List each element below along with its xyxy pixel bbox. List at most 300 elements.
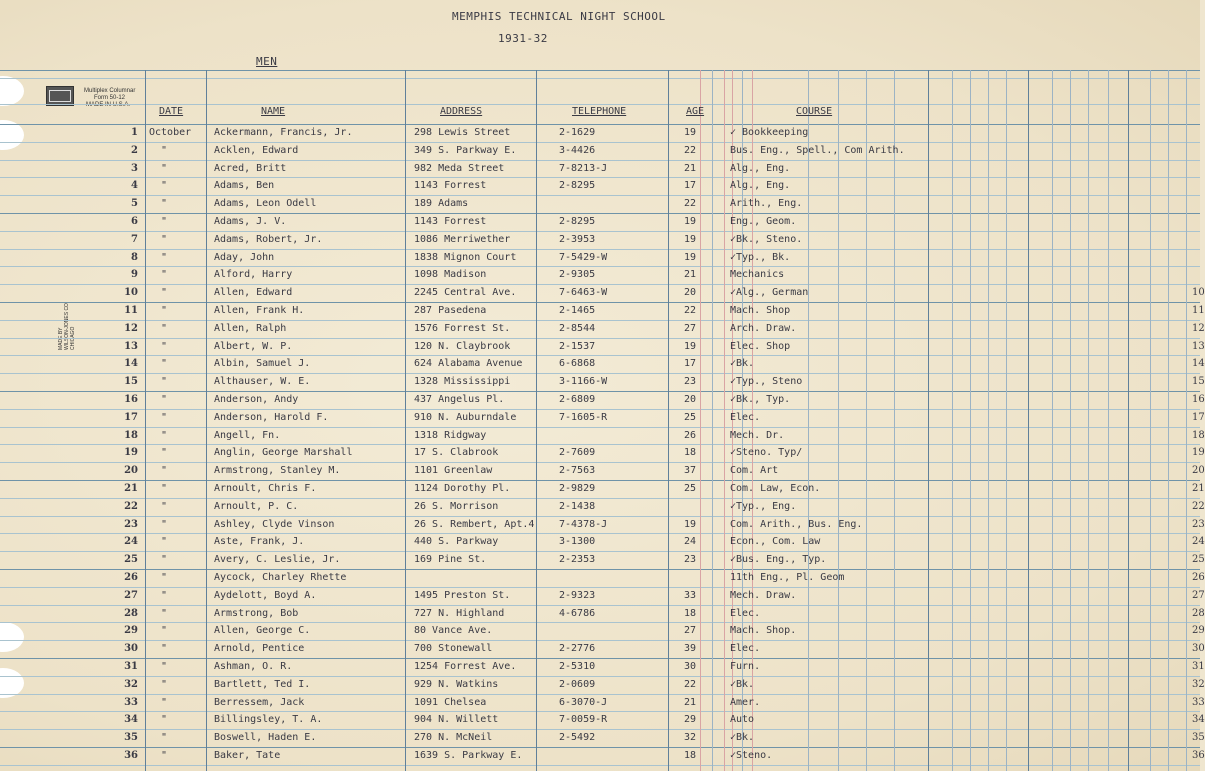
row-date: " [161, 697, 168, 708]
row-date: " [161, 465, 168, 476]
row-telephone: 2-5310 [559, 661, 596, 672]
column-rule [712, 70, 713, 771]
column-rule [668, 70, 669, 771]
row-age: 21 [684, 697, 697, 708]
ruled-line [0, 142, 1200, 143]
row-address: 1576 Forrest St. [414, 323, 511, 334]
row-address: 440 S. Parkway [414, 536, 499, 547]
row-telephone: 2-1438 [559, 501, 596, 512]
row-date: " [161, 145, 168, 156]
row-course: Elec. [730, 412, 761, 423]
row-address: 624 Alabama Avenue [414, 358, 523, 369]
column-rule [1006, 70, 1007, 771]
row-course: Elec. Shop [730, 341, 791, 352]
row-course: ✓Typ., Bk. [730, 252, 791, 263]
ruled-line [0, 640, 1200, 641]
right-row-number: 15 [1192, 376, 1205, 387]
right-row-number: 30 [1192, 643, 1205, 654]
column-rule [952, 70, 953, 771]
row-name: Billingsley, T. A. [214, 714, 323, 725]
ruled-line [0, 391, 1200, 392]
row-age: 25 [684, 483, 697, 494]
row-number: 31 [124, 661, 138, 672]
row-telephone: 3-1300 [559, 536, 596, 547]
row-course: ✓Steno. Typ/ [730, 447, 803, 458]
row-date: " [161, 732, 168, 743]
row-address: 298 Lewis Street [414, 127, 511, 138]
row-age: 32 [684, 732, 697, 743]
right-row-number: 25 [1192, 554, 1205, 565]
row-telephone: 7-4378-J [559, 519, 608, 530]
row-address: 727 N. Highland [414, 608, 505, 619]
row-number: 17 [124, 412, 138, 423]
right-row-number: 11 [1192, 305, 1205, 316]
right-row-number: 16 [1192, 394, 1205, 405]
ruled-line [0, 569, 1200, 570]
row-number: 28 [124, 608, 138, 619]
row-name: Adams, Robert, Jr. [214, 234, 323, 245]
row-address: 2245 Central Ave. [414, 287, 517, 298]
ruled-line [0, 747, 1200, 748]
right-row-number: 29 [1192, 625, 1205, 636]
row-date: " [161, 376, 168, 387]
row-address: 26 S. Rembert, Apt.4 [414, 519, 535, 530]
row-date: " [161, 643, 168, 654]
ruled-line [0, 427, 1200, 428]
row-telephone: 2-1537 [559, 341, 596, 352]
col-header-telephone: TELEPHONE [572, 106, 627, 117]
row-name: Albin, Samuel J. [214, 358, 311, 369]
ruled-line [0, 124, 1200, 125]
row-date: " [161, 269, 168, 280]
row-course: ✓Bk. [730, 679, 755, 690]
row-age: 17 [684, 180, 697, 191]
row-address: 189 Adams [414, 198, 469, 209]
col-header-course: COURSE [796, 106, 833, 117]
row-address: 1328 Mississippi [414, 376, 511, 387]
right-row-number: 21 [1192, 483, 1205, 494]
row-age: 19 [684, 341, 697, 352]
row-address: 120 N. Claybrook [414, 341, 511, 352]
row-number: 25 [124, 554, 138, 565]
column-rule [988, 70, 989, 771]
row-course: Bus. Eng., Spell., Com Arith. [730, 145, 905, 156]
right-row-number: 31 [1192, 661, 1205, 672]
ruled-line [0, 516, 1200, 517]
row-course: Mech. Draw. [730, 590, 797, 601]
row-date: " [161, 287, 168, 298]
row-date: " [161, 679, 168, 690]
row-telephone: 2-2353 [559, 554, 596, 565]
row-date: " [161, 412, 168, 423]
binder-hole [0, 76, 24, 106]
row-address: 1639 S. Parkway E. [414, 750, 523, 761]
ruled-line [0, 551, 1200, 552]
ruled-line [0, 480, 1200, 481]
row-age: 19 [684, 252, 697, 263]
row-course: Elec. [730, 608, 761, 619]
row-course: ✓Typ., Eng. [730, 501, 797, 512]
form-line-3: MADE IN U.S.A. [86, 102, 131, 108]
row-number: 12 [124, 323, 138, 334]
row-course: Arith., Eng. [730, 198, 803, 209]
row-number: 6 [131, 216, 138, 227]
ruled-line [0, 729, 1200, 730]
right-row-number: 13 [1192, 341, 1205, 352]
row-address: 437 Angelus Pl. [414, 394, 505, 405]
row-number: 3 [131, 163, 138, 174]
row-course: Mechanics [730, 269, 785, 280]
row-name: Althauser, W. E. [214, 376, 311, 387]
column-rule [1128, 70, 1129, 771]
row-date: " [161, 483, 168, 494]
row-course: Alg., Eng. [730, 163, 791, 174]
row-date: " [161, 180, 168, 191]
ruled-line [0, 104, 1200, 105]
row-telephone: 2-8544 [559, 323, 596, 334]
row-date: " [161, 501, 168, 512]
ruled-line [0, 444, 1200, 445]
row-number: 24 [124, 536, 138, 547]
row-number: 33 [124, 697, 138, 708]
row-age: 23 [684, 554, 697, 565]
row-address: 270 N. McNeil [414, 732, 493, 743]
row-age: 27 [684, 625, 697, 636]
ruled-line [0, 605, 1200, 606]
row-name: Bartlett, Ted I. [214, 679, 311, 690]
row-number: 15 [124, 376, 138, 387]
row-date: " [161, 750, 168, 761]
ruled-line [0, 533, 1200, 534]
column-rule [1028, 70, 1029, 771]
row-number: 27 [124, 590, 138, 601]
right-row-number: 20 [1192, 465, 1205, 476]
row-name: Angell, Fn. [214, 430, 281, 441]
row-name: Acklen, Edward [214, 145, 299, 156]
ruled-line [0, 622, 1200, 623]
row-address: 80 Vance Ave. [414, 625, 493, 636]
row-course: Mech. Dr. [730, 430, 785, 441]
row-address: 700 Stonewall [414, 643, 493, 654]
row-age: 17 [684, 358, 697, 369]
row-name: Allen, George C. [214, 625, 311, 636]
row-course: Furn. [730, 661, 761, 672]
column-rule [1088, 70, 1089, 771]
row-address: 1143 Forrest [414, 180, 487, 191]
binder-hole [0, 622, 24, 652]
row-address: 1318 Ridgway [414, 430, 487, 441]
row-age: 19 [684, 127, 697, 138]
row-address: 1101 Greenlaw [414, 465, 493, 476]
row-date: " [161, 323, 168, 334]
ruled-line [0, 338, 1200, 339]
ruled-line [0, 302, 1200, 303]
ruled-line [0, 195, 1200, 196]
row-date: " [161, 163, 168, 174]
right-row-number: 18 [1192, 430, 1205, 441]
row-age: 26 [684, 430, 697, 441]
ruled-line [0, 320, 1200, 321]
row-course: ✓ Bookkeeping [730, 127, 809, 138]
manufacturer-line-1: MADE BY [58, 327, 64, 350]
row-age: 20 [684, 394, 697, 405]
column-rule [838, 70, 839, 771]
ruled-line [0, 249, 1200, 250]
row-course: ✓Bk., Typ. [730, 394, 791, 405]
row-date: " [161, 608, 168, 619]
row-course: ✓Alg., German [730, 287, 809, 298]
row-age: 30 [684, 661, 697, 672]
ruled-line [0, 462, 1200, 463]
school-year: 1931-32 [498, 32, 548, 45]
row-name: Albert, W. P. [214, 341, 293, 352]
row-age: 22 [684, 145, 697, 156]
row-telephone: 4-6786 [559, 608, 596, 619]
ruled-line [0, 694, 1200, 695]
row-telephone: 3-4426 [559, 145, 596, 156]
row-course: ✓Bk. [730, 358, 755, 369]
column-rule [206, 70, 207, 771]
row-number: 35 [124, 732, 138, 743]
manufacturer-line-2: WILSON-JONES CO. [64, 301, 70, 350]
row-name: Armstrong, Bob [214, 608, 299, 619]
row-name: Alford, Harry [214, 269, 293, 280]
row-date: " [161, 625, 168, 636]
row-number: 1 [131, 127, 138, 138]
col-header-name: NAME [261, 106, 286, 117]
row-number: 26 [124, 572, 138, 583]
right-row-number: 32 [1192, 679, 1205, 690]
row-address: 1838 Mignon Court [414, 252, 517, 263]
row-name: Aycock, Charley Rhette [214, 572, 347, 583]
right-row-number: 35 [1192, 732, 1205, 743]
manufacturer-label [58, 302, 76, 350]
form-logo-icon [46, 86, 74, 106]
row-date: " [161, 234, 168, 245]
row-address: 26 S. Morrison [414, 501, 499, 512]
row-age: 33 [684, 590, 697, 601]
row-address: 910 N. Auburndale [414, 412, 517, 423]
ruled-line [0, 765, 1200, 766]
row-course: 11th Eng., Pl. Geom [730, 572, 845, 583]
row-age: 20 [684, 287, 697, 298]
row-telephone: 2-0609 [559, 679, 596, 690]
row-age: 23 [684, 376, 697, 387]
row-address: 1086 Merriwether [414, 234, 511, 245]
row-number: 4 [131, 180, 138, 191]
row-course: ✓Bk., Steno. [730, 234, 803, 245]
row-address: 1254 Forrest Ave. [414, 661, 517, 672]
row-telephone: 2-8295 [559, 216, 596, 227]
row-number: 21 [124, 483, 138, 494]
right-row-number: 27 [1192, 590, 1205, 601]
row-name: Arnoult, P. C. [214, 501, 299, 512]
column-rule [808, 70, 809, 771]
row-name: Anderson, Andy [214, 394, 299, 405]
ruled-line [0, 409, 1200, 410]
row-name: Armstrong, Stanley M. [214, 465, 341, 476]
right-row-number: 10 [1192, 287, 1205, 298]
group-label: MEN [256, 55, 278, 68]
row-name: Ashley, Clyde Vinson [214, 519, 335, 530]
row-age: 22 [684, 305, 697, 316]
right-row-number: 19 [1192, 447, 1205, 458]
ruled-line [0, 373, 1200, 374]
right-row-number: 14 [1192, 358, 1205, 369]
row-age: 39 [684, 643, 697, 654]
row-name: Allen, Frank H. [214, 305, 305, 316]
row-date: October [149, 127, 192, 138]
row-address: 929 N. Watkins [414, 679, 499, 690]
row-name: Allen, Ralph [214, 323, 287, 334]
column-rule [700, 70, 701, 771]
row-age: 25 [684, 412, 697, 423]
right-row-number: 26 [1192, 572, 1205, 583]
row-telephone: 2-3953 [559, 234, 596, 245]
ruled-line [0, 70, 1200, 71]
row-telephone: 7-8213-J [559, 163, 608, 174]
row-telephone: 2-9829 [559, 483, 596, 494]
row-address: 349 S. Parkway E. [414, 145, 517, 156]
row-address: 17 S. Clabrook [414, 447, 499, 458]
row-course: ✓Bus. Eng., Typ. [730, 554, 827, 565]
right-row-number: 22 [1192, 501, 1205, 512]
row-address: 1143 Forrest [414, 216, 487, 227]
form-line-1: Multiplex Columnar [84, 88, 136, 94]
column-rule [894, 70, 895, 771]
row-course: Alg., Eng. [730, 180, 791, 191]
row-telephone: 2-6809 [559, 394, 596, 405]
row-name: Adams, Ben [214, 180, 275, 191]
row-telephone: 6-3070-J [559, 697, 608, 708]
row-date: " [161, 714, 168, 725]
row-telephone: 2-1629 [559, 127, 596, 138]
row-name: Aydelott, Boyd A. [214, 590, 317, 601]
ruled-line [0, 711, 1200, 712]
row-number: 8 [131, 252, 138, 263]
ruled-line [0, 498, 1200, 499]
row-telephone: 2-7563 [559, 465, 596, 476]
ruled-line [0, 266, 1200, 267]
row-age: 18 [684, 608, 697, 619]
row-telephone: 2-9305 [559, 269, 596, 280]
row-course: Com. Law, Econ. [730, 483, 821, 494]
column-rule [1108, 70, 1109, 771]
row-course: Arch. Draw. [730, 323, 797, 334]
row-number: 2 [131, 145, 138, 156]
row-course: ✓Bk. [730, 732, 755, 743]
row-number: 34 [124, 714, 138, 725]
row-address: 1098 Madison [414, 269, 487, 280]
row-date: " [161, 447, 168, 458]
row-course: Eng., Geom. [730, 216, 797, 227]
row-number: 29 [124, 625, 138, 636]
row-number: 5 [131, 198, 138, 209]
school-title: MEMPHIS TECHNICAL NIGHT SCHOOL [452, 10, 666, 23]
column-rule [1052, 70, 1053, 771]
row-date: " [161, 519, 168, 530]
right-row-number: 28 [1192, 608, 1205, 619]
row-address: 287 Pasedena [414, 305, 487, 316]
row-number: 14 [124, 358, 138, 369]
row-course: ✓Steno. [730, 750, 773, 761]
row-name: Aday, John [214, 252, 275, 263]
row-date: " [161, 394, 168, 405]
row-course: Mach. Shop [730, 305, 791, 316]
row-course: Elec. [730, 643, 761, 654]
ruled-line [0, 78, 1200, 79]
row-age: 24 [684, 536, 697, 547]
row-age: 19 [684, 519, 697, 530]
row-number: 19 [124, 447, 138, 458]
row-age: 22 [684, 198, 697, 209]
row-telephone: 2-8295 [559, 180, 596, 191]
row-number: 10 [124, 287, 138, 298]
row-name: Anderson, Harold F. [214, 412, 329, 423]
row-age: 21 [684, 269, 697, 280]
col-header-date: DATE [159, 106, 184, 117]
row-name: Adams, Leon Odell [214, 198, 317, 209]
row-address: 1091 Chelsea [414, 697, 487, 708]
row-telephone: 2-7609 [559, 447, 596, 458]
column-rule [145, 70, 146, 771]
row-name: Avery, C. Leslie, Jr. [214, 554, 341, 565]
row-number: 20 [124, 465, 138, 476]
row-date: " [161, 430, 168, 441]
row-name: Baker, Tate [214, 750, 281, 761]
row-date: " [161, 572, 168, 583]
row-number: 16 [124, 394, 138, 405]
row-telephone: 2-2776 [559, 643, 596, 654]
row-name: Ackermann, Francis, Jr. [214, 127, 353, 138]
row-course: Com. Art [730, 465, 779, 476]
row-address: 982 Meda Street [414, 163, 505, 174]
row-age: 19 [684, 234, 697, 245]
row-age: 29 [684, 714, 697, 725]
row-age: 27 [684, 323, 697, 334]
ruled-line [0, 587, 1200, 588]
row-age: 18 [684, 750, 697, 761]
row-name: Ashman, O. R. [214, 661, 293, 672]
column-rule [536, 70, 537, 771]
row-number: 9 [131, 269, 138, 280]
row-name: Boswell, Haden E. [214, 732, 317, 743]
row-date: " [161, 341, 168, 352]
row-name: Allen, Edward [214, 287, 293, 298]
row-name: Arnold, Pentice [214, 643, 305, 654]
row-telephone: 7-6463-W [559, 287, 608, 298]
right-row-number: 33 [1192, 697, 1205, 708]
row-telephone: 2-1465 [559, 305, 596, 316]
row-telephone: 6-6868 [559, 358, 596, 369]
row-number: 22 [124, 501, 138, 512]
row-date: " [161, 358, 168, 369]
row-name: Adams, J. V. [214, 216, 287, 227]
ruled-line [0, 284, 1200, 285]
row-age: 18 [684, 447, 697, 458]
row-telephone: 7-5429-W [559, 252, 608, 263]
right-row-number: 23 [1192, 519, 1205, 530]
column-rule [1070, 70, 1071, 771]
column-rule [1150, 70, 1151, 771]
row-date: " [161, 198, 168, 209]
row-number: 13 [124, 341, 138, 352]
row-name: Acred, Britt [214, 163, 287, 174]
column-rule [970, 70, 971, 771]
row-age: 19 [684, 216, 697, 227]
row-number: 30 [124, 643, 138, 654]
row-number: 11 [124, 305, 138, 316]
